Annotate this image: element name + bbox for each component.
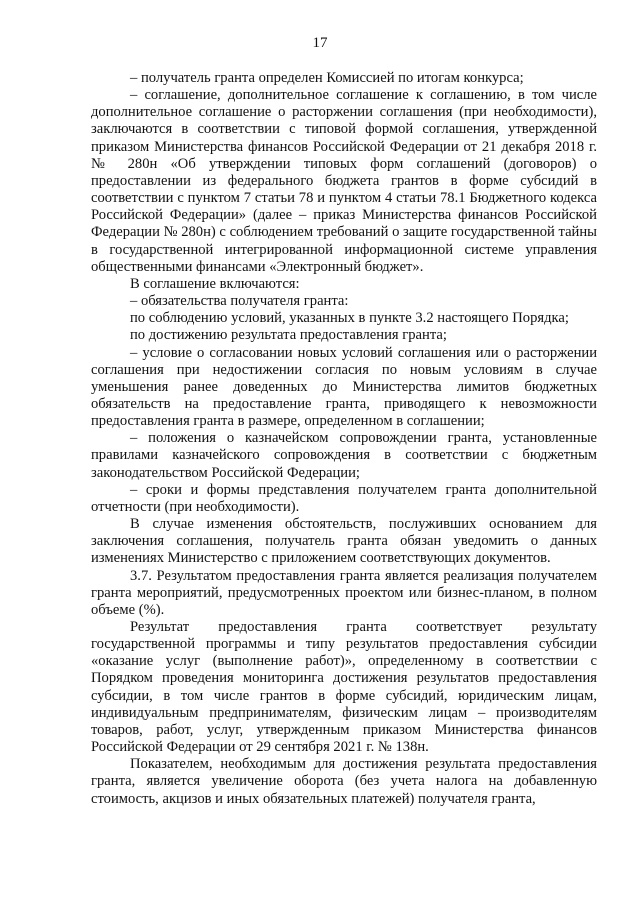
paragraph-agreement-includes: В соглашение включаются:	[130, 275, 300, 292]
paragraph-compliance-conditions: по соблюдению условий, указанных в пункте 3.2 настоящего Порядка;	[130, 310, 569, 327]
paragraph-result-achievement: по достижению результата предоставления гранта;	[130, 327, 447, 344]
paragraph-recipient-determined: – получатель гранта определен Комиссией по итогам конкурса;	[130, 70, 524, 86]
paragraph-indicator: Показателем, необходимым для достижения результата предоставления гранта, является увеличение оборота (без учета налога на добавленную стоимость, акцизов и иных обязательных платежей) получателя гранта,	[91, 756, 597, 807]
paragraph-new-conditions: – условие о согласовании новых условий соглашения или о расторжении соглашения при недостижении согласия по новым условиям в случае уменьшения ранее доведенных до Министерства лимитов бюджетных обязательств на предоставление гранта, приводящего к невозможности предоставления гранта в размере, определенном в соглашении;	[91, 344, 597, 430]
page-number: 17	[312, 35, 328, 51]
paragraph-section-3-7: 3.7. Результатом предоставления гранта является реализация получателем гранта мероприятий, предусмотренных проектом или бизнес-планом, в полном объеме (%).	[91, 567, 597, 618]
paragraph-recipient-obligations: – обязательства получателя гранта:	[130, 293, 349, 310]
paragraph-result-correspondence: Результат предоставления гранта соответствует результату государственной программы и типу результатов предоставления субсидии «оказание услуг (выполнение работ)», определенному в соответствии с Порядком проведения мониторинга достижения результатов предоставления субсидии, в том числе грантов в форме субсидий, юридическим лицам, индивидуальным предпринимателям, физическим лицам – производителям товаров, работ, услуг, утвержденным приказом Министерства финансов Российской Федерации от 29 сентября 2021 г. № 138н.	[91, 619, 597, 756]
paragraph-agreement-conclusion: – соглашение, дополнительное соглашение к соглашению, в том числе дополнительное соглашение о расторжении соглашения (при необходимости), заключаются в соответствии с типовой формой соглашения, утвержденной приказом Министерства финансов Российской Федерации от 21 декабря 2018 г. № 280н «Об утверждении типовых форм соглашений (договоров) о предоставлении из федерального бюджета грантов в форме субсидий в соответствии с пунктом 7 статьи 78 и пунктом 4 статьи 78.1 Бюджетного кодекса Российской Федерации» (далее – приказ Министерства финансов Российской Федерации № 280н) с соблюдением требований о защите государственной тайны в государственной интегрированной информационной системе управления общественными финансами «Электронный бюджет».	[91, 87, 597, 275]
document-body	[91, 70, 597, 808]
paragraph-reporting-terms: – сроки и формы представления получателем гранта дополнительной отчетности (при необходимости).	[91, 481, 597, 515]
paragraph-change-notification: В случае изменения обстоятельств, послуживших основанием для заключения соглашения, получатель гранта обязан уведомить о данных изменениях Министерство с приложением соответствующих документов.	[91, 516, 597, 567]
paragraph-treasury-support: – положения о казначейском сопровождении гранта, установленные правилами казначейского сопровождения в соответствии с бюджетным законодательством Российской Федерации;	[91, 430, 597, 481]
